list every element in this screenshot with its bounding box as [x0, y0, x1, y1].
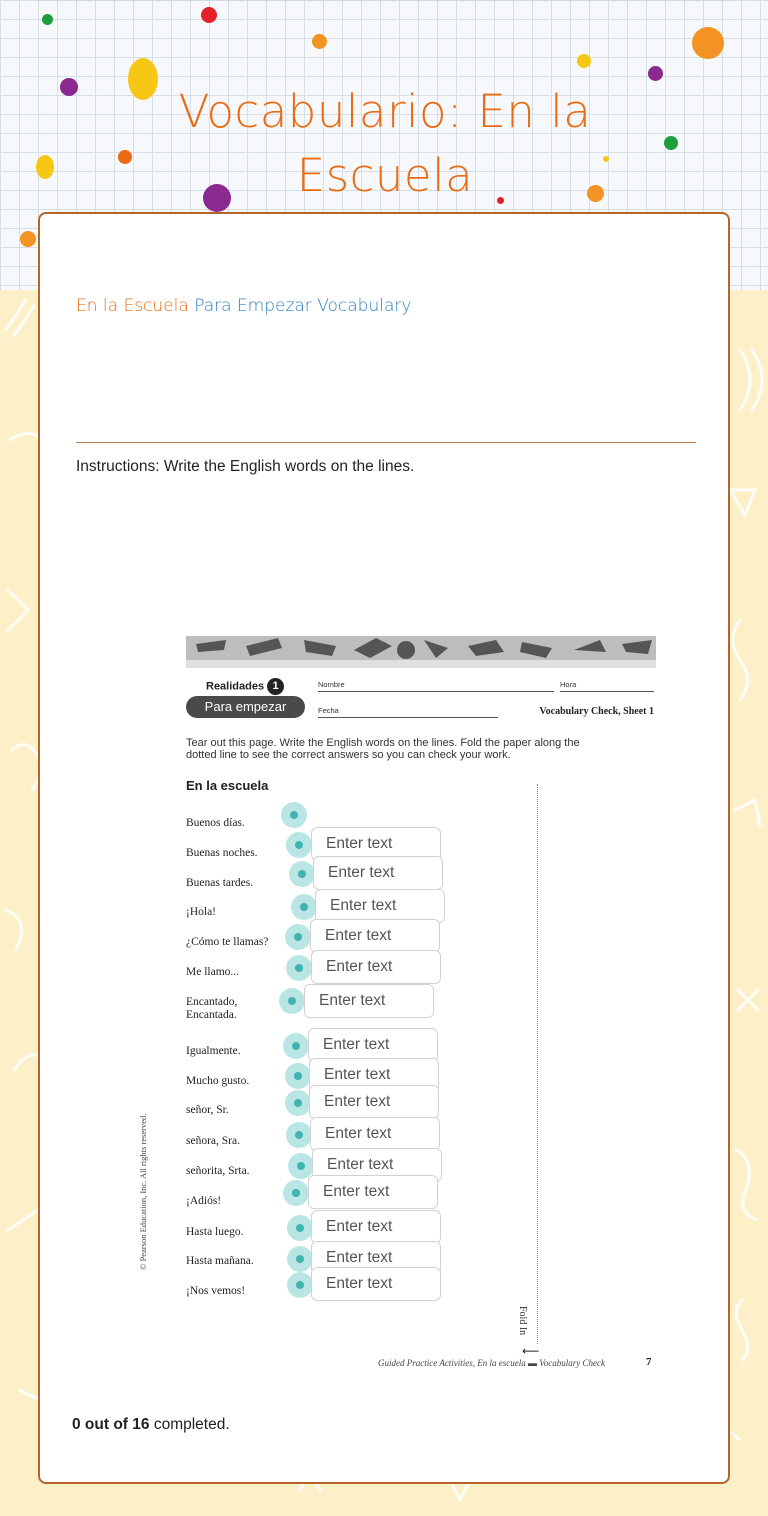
vocab-word: señor, Sr.: [186, 1104, 229, 1116]
worksheet-banner: [186, 636, 656, 668]
answer-input[interactable]: [304, 984, 434, 1018]
paint-splatter: [577, 54, 591, 68]
hotspot-dot-icon[interactable]: [286, 955, 312, 981]
answer-input[interactable]: [310, 1117, 440, 1151]
hotspot-dot-icon[interactable]: [289, 861, 315, 887]
page-title: Vocabulario: En la Escuela: [178, 85, 592, 202]
hora-line: Hora: [560, 680, 654, 692]
paint-splatter: [60, 78, 78, 96]
hotspot-dot-icon[interactable]: [291, 894, 317, 920]
vocab-word: Hasta luego.: [186, 1226, 244, 1238]
divider: [76, 442, 696, 443]
answer-input[interactable]: [311, 950, 441, 984]
hotspot-dot-icon[interactable]: [285, 924, 311, 950]
worksheet-section-heading: En la escuela: [186, 778, 269, 793]
vocab-word: Hasta mañana.: [186, 1255, 254, 1267]
lesson-heading-subtitle: Para Empezar Vocabulary: [194, 296, 412, 316]
nombre-line: Nombre: [318, 680, 554, 692]
paint-splatter: [42, 14, 53, 25]
hotspot-dot-icon[interactable]: [283, 1033, 309, 1059]
progress-status: [72, 1416, 230, 1434]
vocab-word: ¡Hola!: [186, 906, 217, 918]
hotspot-dot-icon[interactable]: [279, 988, 305, 1014]
answer-input[interactable]: [309, 1085, 439, 1119]
copyright-notice: © Pearson Education, Inc. All rights reserved.: [138, 1113, 148, 1270]
progress-count: 0 out of 16: [72, 1416, 150, 1433]
answer-input[interactable]: [313, 856, 443, 890]
answer-input[interactable]: [311, 1267, 441, 1301]
lesson-heading: [76, 296, 411, 316]
paint-splatter: [648, 66, 663, 81]
vocab-word: señorita, Srta.: [186, 1165, 250, 1177]
fold-line: [537, 784, 538, 1344]
vocab-word: señora, Sra.: [186, 1135, 240, 1147]
sheet-label: Vocabulary Check, Sheet 1: [539, 706, 654, 717]
paint-splatter: [36, 155, 54, 179]
fold-arrow-icon: ⟵: [522, 1344, 540, 1358]
paint-splatter: [692, 27, 724, 59]
fecha-line: Fecha: [318, 706, 498, 718]
instructions-text: Instructions: Write the English words on the lines.: [76, 458, 415, 475]
vocab-word: ¡Adiós!: [186, 1195, 222, 1207]
vocab-word: Encantado, Encantada.: [186, 996, 238, 1021]
paint-splatter: [664, 136, 678, 150]
level-badge: 1: [267, 678, 284, 695]
hotspot-dot-icon[interactable]: [285, 1063, 311, 1089]
hotspot-dot-icon[interactable]: [287, 1246, 313, 1272]
answer-input[interactable]: [311, 1210, 441, 1244]
paint-splatter: [20, 231, 36, 247]
hotspot-dot-icon[interactable]: [287, 1215, 313, 1241]
answer-input[interactable]: [308, 1028, 438, 1062]
vocab-word: Buenas tardes.: [186, 877, 254, 889]
book-name: Realidades: [206, 680, 265, 693]
page-number: 7: [646, 1356, 652, 1368]
paint-splatter: [201, 7, 217, 23]
vocab-word: Buenas noches.: [186, 847, 258, 859]
hotspot-dot-icon[interactable]: [285, 1090, 311, 1116]
hotspot-dot-icon[interactable]: [286, 832, 312, 858]
lesson-heading-topic: En la Escuela: [76, 296, 189, 316]
hotspot-dot-icon[interactable]: [283, 1180, 309, 1206]
vocab-word: Me llamo...: [186, 966, 240, 978]
answer-input[interactable]: [310, 919, 440, 953]
worksheet-instructions: Tear out this page. Write the English words on the lines. Fold the paper along the dotted line to see the correct answers so you can check your work.: [186, 737, 580, 761]
vocab-word: Mucho gusto.: [186, 1075, 250, 1087]
paint-splatter: [312, 34, 327, 49]
answer-input[interactable]: [308, 1175, 438, 1209]
vocab-word: ¡Nos vemos!: [186, 1285, 246, 1297]
vocab-word: Igualmente.: [186, 1045, 241, 1057]
progress-suffix: completed.: [153, 1416, 230, 1433]
hotspot-dot-icon[interactable]: [286, 1122, 312, 1148]
answer-input[interactable]: [315, 889, 445, 923]
vocab-word: Buenos días.: [186, 817, 245, 829]
worksheet-footer: Guided Practice Activities, En la escuela ▬ Vocabulary Check: [378, 1358, 606, 1368]
fold-label: Fold In: [517, 1306, 528, 1336]
hotspot-dot-icon[interactable]: [281, 802, 307, 828]
header-top-line: [34, 0, 734, 1]
vocab-word: ¿Cómo te llamas?: [186, 936, 269, 948]
chapter-pill: Para empezar: [186, 696, 305, 718]
book-label: [206, 678, 284, 695]
hotspot-dot-icon[interactable]: [287, 1272, 313, 1298]
